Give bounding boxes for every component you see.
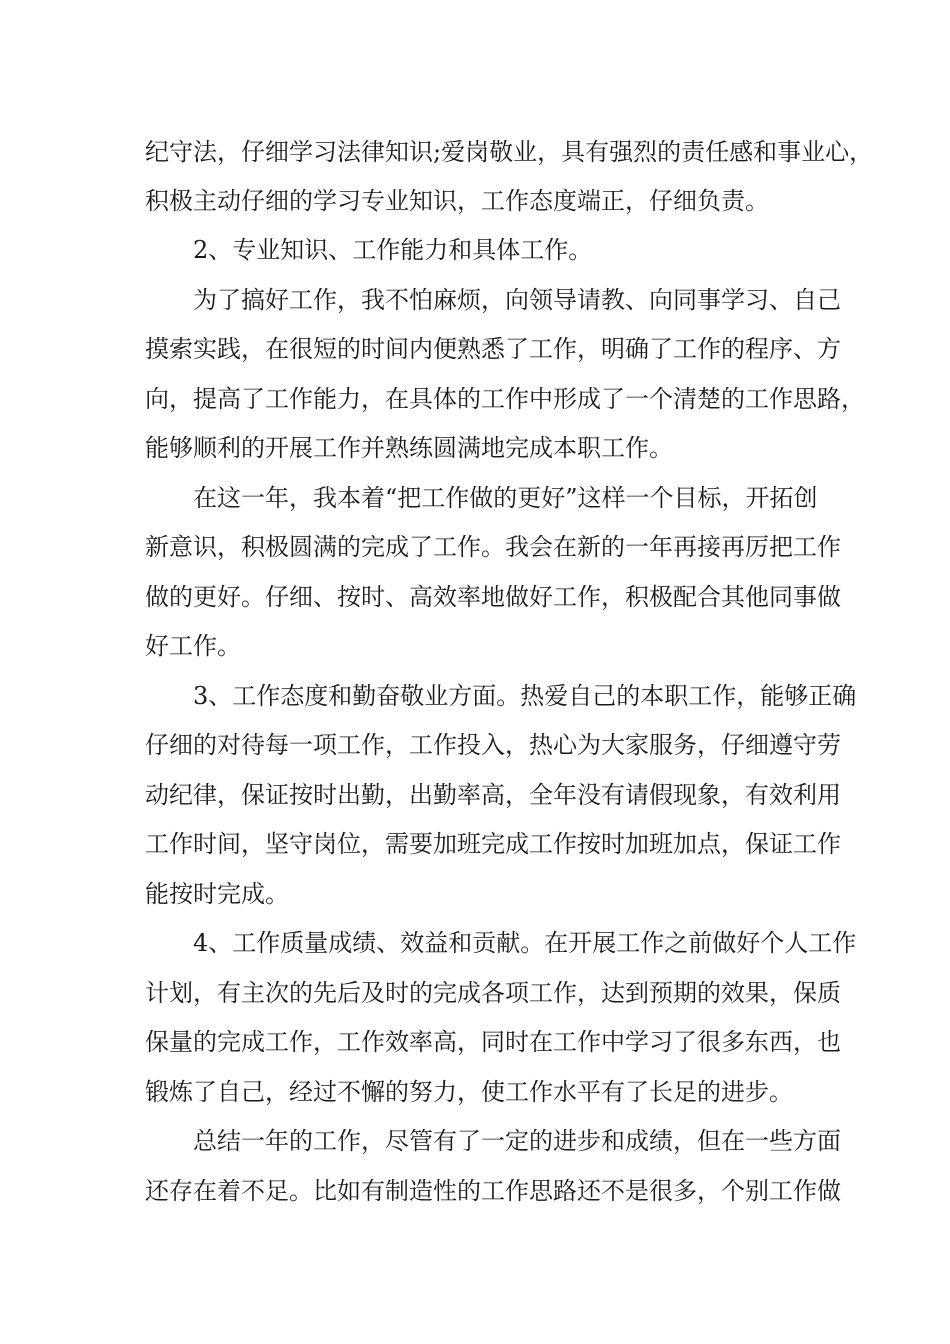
text-line: 3、工作态度和勤奋敬业方面。热爱自己的本职工作，能够正确	[193, 682, 857, 710]
text-line: 计划，有主次的先后及时的完成各项工作，达到预期的效果，保质	[145, 979, 841, 1007]
text-line: 摸索实践，在很短的时间内便熟悉了工作，明确了工作的程序、方	[145, 335, 841, 363]
text-line: 能够顺利的开展工作并熟练圆满地完成本职工作。	[145, 434, 673, 462]
text-line: 仔细的对待每一项工作，工作投入，热心为大家服务，仔细遵守劳	[145, 731, 841, 759]
text-line: 动纪律，保证按时出勤，出勤率高，全年没有请假现象，有效利用	[145, 781, 841, 809]
text-line: 积极主动仔细的学习专业知识，工作态度端正，仔细负责。	[145, 187, 769, 215]
text-line: 为了搞好工作，我不怕麻烦，向领导请教、向同事学习、自己	[193, 286, 841, 314]
text-line: 能按时完成。	[145, 880, 289, 908]
text-line: 总结一年的工作，尽管有了一定的进步和成绩，但在一些方面	[193, 1127, 841, 1155]
text-line: 4、工作质量成绩、效益和贡献。在开展工作之前做好个人工作	[193, 929, 857, 957]
text-line: 纪守法，仔细学习法律知识;爱岗敬业，具有强烈的责任感和事业心，	[145, 138, 874, 166]
text-line: 好工作。	[145, 632, 241, 660]
text-line: 工作时间，坚守岗位，需要加班完成工作按时加班加点，保证工作	[145, 830, 841, 858]
text-line: 在这一年，我本着“把工作做的更好”这样一个目标，开拓创	[193, 484, 818, 512]
text-line: 向，提高了工作能力，在具体的工作中形成了一个清楚的工作思路，	[145, 385, 865, 413]
text-line: 新意识，积极圆满的完成了工作。我会在新的一年再接再厉把工作	[145, 533, 841, 561]
text-line: 还存在着不足。比如有制造性的工作思路还不是很多，个别工作做	[145, 1177, 841, 1205]
text-line: 锻炼了自己，经过不懈的努力，使工作水平有了长足的进步。	[145, 1078, 793, 1106]
text-line: 保量的完成工作，工作效率高，同时在工作中学习了很多东西，也	[145, 1028, 841, 1056]
text-line: 做的更好。仔细、按时、高效率地做好工作，积极配合其他同事做	[145, 583, 841, 611]
text-line: 2、专业知识、工作能力和具体工作。	[193, 236, 593, 264]
